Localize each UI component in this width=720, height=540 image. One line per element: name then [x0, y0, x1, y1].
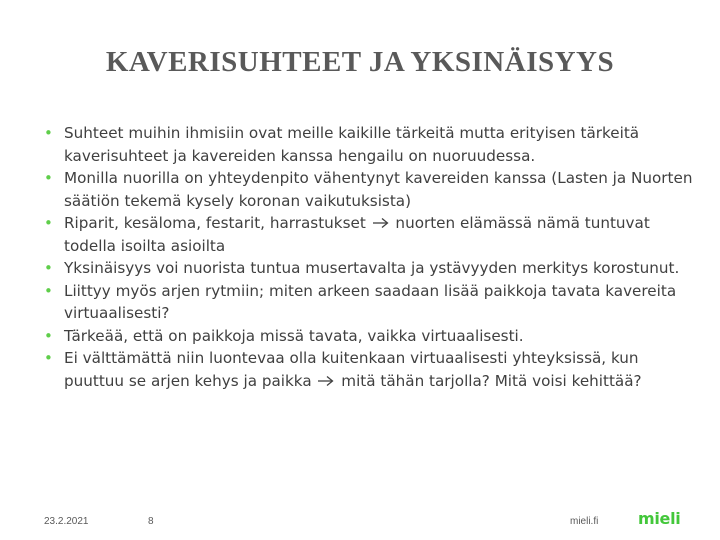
footer-date: 23.2.2021	[44, 516, 89, 527]
bullet-item	[44, 257, 694, 280]
bullet-item	[44, 325, 694, 348]
bullet-item	[44, 347, 694, 392]
right-arrow-icon	[317, 375, 335, 387]
footer-page-number: 8	[148, 516, 154, 527]
bullet-item	[44, 280, 694, 325]
bullet-text-continued: nuorten elämässä nämä tuntuvat todella isoilta asioilta	[64, 214, 650, 255]
bullet-list	[44, 122, 694, 392]
bullet-text-continued: mitä tähän tarjolla? Mitä voisi kehittää?	[336, 371, 642, 390]
footer-website: mieli.fi	[570, 516, 599, 527]
mieli-logo: mieli	[638, 509, 681, 528]
bullet-text: Ei välttämättä niin luontevaa olla kuitenkaan virtuaalisesti yhteyksissä, kun puuttuu se arjen kehys ja paikka	[64, 349, 639, 390]
bullet-dot-icon: •	[44, 214, 53, 232]
bullet-text: Monilla nuorilla on yhteydenpito vähentynyt kavereiden kanssa (Lasten ja Nuorten säätiön tekemä kysely koronan vaikutuksista)	[64, 169, 693, 210]
slide-title: KAVERISUHTEET JA YKSINÄISYYS	[105, 46, 615, 78]
bullet-text: Yksinäisyys voi nuorista tuntua musertavalta ja ystävyyden merkitys korostunut.	[64, 259, 680, 277]
bullet-text: Liittyy myös arjen rytmiin; miten arkeen saadaan lisää paikkoja tavata kavereita virtuaalisesti?	[64, 281, 677, 322]
bullet-item	[44, 167, 694, 212]
bullet-text: Riparit, kesäloma, festarit, harrastukset	[64, 214, 371, 232]
bullet-dot-icon: •	[44, 259, 53, 277]
bullet-item	[44, 122, 694, 167]
bullet-item	[44, 212, 694, 257]
bullet-text: Tärkeää, että on paikkoja missä tavata, vaikka virtuaalisesti.	[64, 326, 524, 345]
bullet-dot-icon: •	[44, 124, 53, 142]
bullet-dot-icon: •	[44, 349, 53, 367]
bullet-dot-icon: •	[44, 326, 53, 345]
bullet-text: Suhteet muihin ihmisiin ovat meille kaikille tärkeitä mutta erityisen tärkeitä kaverisuhteet ja kavereiden kanssa hengailu on nuoruudessa.	[64, 124, 640, 165]
bullet-dot-icon: •	[44, 169, 53, 187]
right-arrow-icon	[372, 217, 390, 229]
bullet-dot-icon: •	[44, 281, 53, 300]
